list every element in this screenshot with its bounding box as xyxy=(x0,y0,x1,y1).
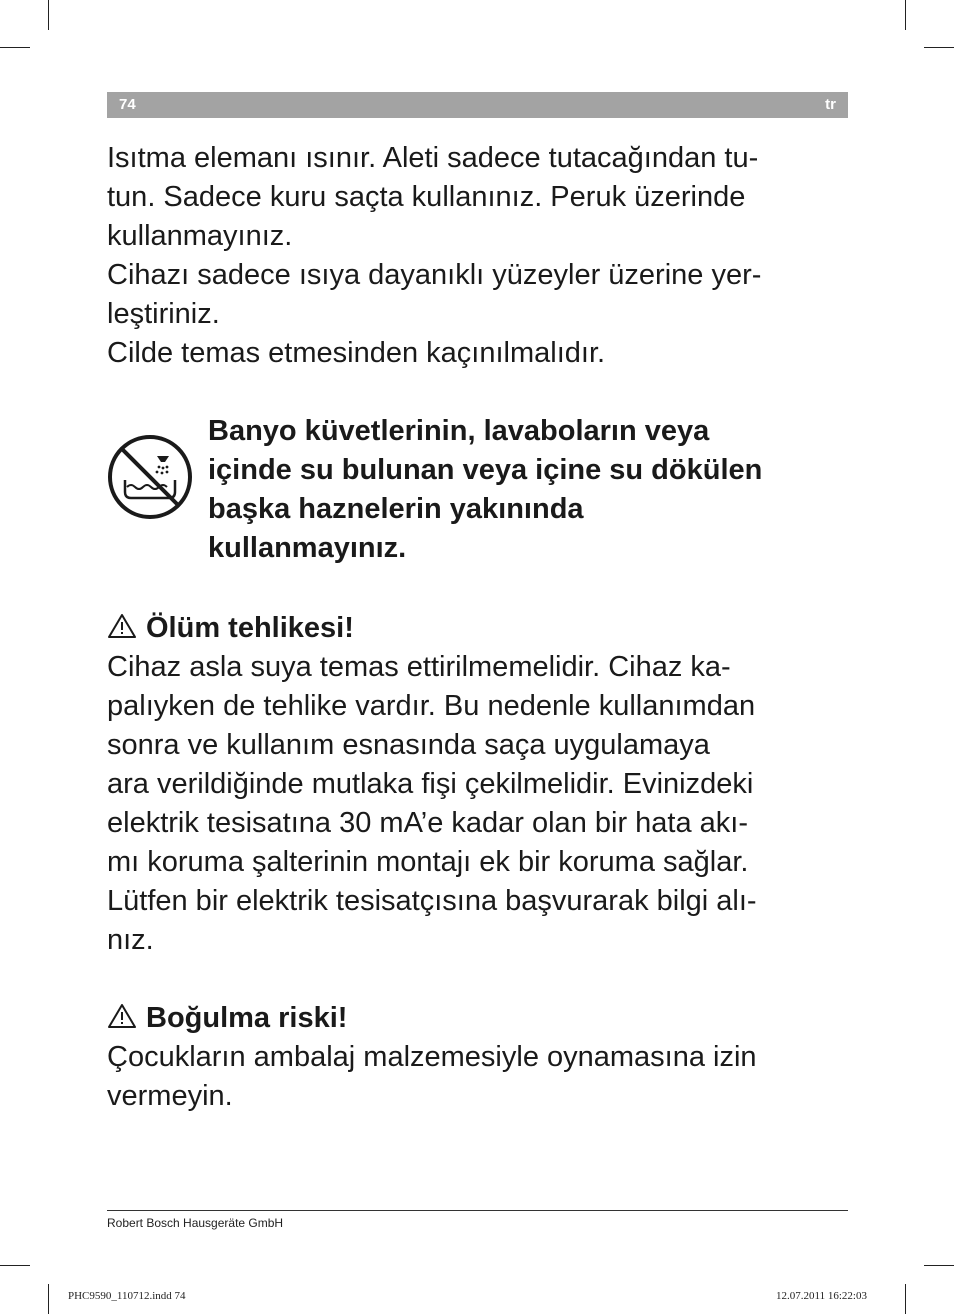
language-code: tr xyxy=(825,96,836,113)
page-header-bar xyxy=(107,92,848,118)
body-line: mı koruma şalterinin montajı ek bir koruma sağlar. xyxy=(107,846,749,878)
crop-mark xyxy=(0,1265,30,1266)
body-line: elektrik tesisatına 30 mA’e kadar olan bir hata akı- xyxy=(107,807,749,839)
body-line: ara verildiğinde mutlaka fişi çekilmelidir. Evinizdeki xyxy=(107,768,754,800)
body-line: Çocukların ambalaj malzemesiyle oynamasına izin xyxy=(107,1041,757,1073)
page-content xyxy=(107,139,848,1116)
body-line: Lütfen bir elektrik tesisatçısına başvurarak bilgi alı- xyxy=(107,885,757,917)
warning-line: Banyo küvetlerinin, lavaboların veya xyxy=(208,415,710,447)
no-bath-icon xyxy=(107,434,193,520)
body-line: Cilde temas etmesinden kaçınılmalıdır. xyxy=(107,337,606,369)
crop-mark xyxy=(905,1284,906,1314)
suffocation-section xyxy=(107,999,848,1116)
intro-section xyxy=(107,139,848,373)
body-line: palıyken de tehlike vardır. Bu nedenle kullanımdan xyxy=(107,690,756,722)
bath-warning xyxy=(107,412,848,570)
warning-triangle-icon xyxy=(107,1003,137,1029)
suffocation-heading xyxy=(107,999,848,1038)
footer-company: Robert Bosch Hausgeräte GmbH xyxy=(107,1216,284,1230)
footer-divider xyxy=(107,1210,848,1211)
spacer xyxy=(107,570,848,609)
warning-line: içinde su bulunan veya içine su dökülen xyxy=(208,454,763,486)
body-line: tun. Sadece kuru saçta kullanınız. Peruk üzerinde xyxy=(107,181,746,213)
crop-mark xyxy=(48,0,49,30)
crop-mark xyxy=(48,1284,49,1314)
danger-title: Ölüm tehlikesi! xyxy=(146,612,354,644)
bath-warning-text xyxy=(208,412,762,568)
warning-triangle-icon xyxy=(107,613,137,639)
spacer xyxy=(107,960,848,999)
body-line: Isıtma elemanı ısınır. Aleti sadece tutacağından tu- xyxy=(107,142,759,174)
danger-section xyxy=(107,609,848,960)
body-line: nız. xyxy=(107,924,154,956)
body-line: sonra ve kullanım esnasında saça uygulamaya xyxy=(107,729,710,761)
print-slug-file: PHC9590_110712.indd 74 xyxy=(68,1290,186,1302)
warning-line: kullanmayınız. xyxy=(208,532,407,564)
crop-mark xyxy=(0,47,30,48)
crop-mark xyxy=(905,0,906,30)
spacer xyxy=(107,373,848,412)
danger-heading xyxy=(107,609,848,648)
body-line: kullanmayınız. xyxy=(107,220,293,252)
body-line: Cihaz asla suya temas ettirilmemelidir. Cihaz ka- xyxy=(107,651,731,683)
page-number: 74 xyxy=(119,96,136,113)
suffocation-title: Boğulma riski! xyxy=(146,1002,348,1034)
warning-line: başka haznelerin yakınında xyxy=(208,493,584,525)
body-line: vermeyin. xyxy=(107,1080,233,1112)
print-slug-datetime: 12.07.2011 16:22:03 xyxy=(776,1290,867,1302)
crop-mark xyxy=(924,47,954,48)
body-line: leştiriniz. xyxy=(107,298,220,330)
body-line: Cihazı sadece ısıya dayanıklı yüzeyler üzerine yer- xyxy=(107,259,762,291)
crop-mark xyxy=(924,1265,954,1266)
